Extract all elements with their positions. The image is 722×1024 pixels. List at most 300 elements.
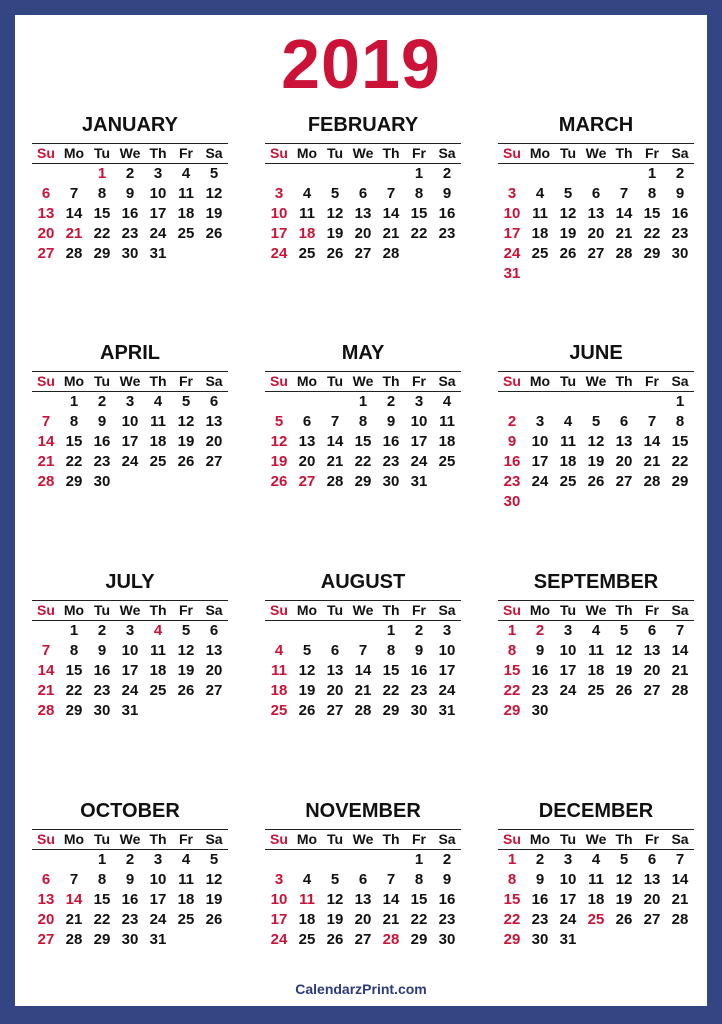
day-cell: 14 bbox=[354, 662, 372, 679]
week-row bbox=[498, 641, 694, 661]
day-cell: 12 bbox=[205, 871, 223, 888]
day-cell: 31 bbox=[410, 473, 428, 490]
week-row bbox=[32, 890, 228, 910]
day-cell: 15 bbox=[410, 205, 428, 222]
day-cell: 8 bbox=[97, 871, 107, 888]
day-cell: 10 bbox=[270, 891, 288, 908]
empty-cell bbox=[582, 264, 610, 284]
day-cell: 28 bbox=[326, 473, 344, 490]
week-row bbox=[32, 621, 228, 641]
weekday-header bbox=[265, 144, 461, 164]
day-cell: 13 bbox=[643, 642, 661, 659]
weekday-label: Th bbox=[149, 831, 167, 847]
month-february bbox=[265, 112, 461, 264]
empty-cell bbox=[321, 621, 349, 641]
empty-cell bbox=[293, 164, 321, 184]
weekday-label: We bbox=[119, 145, 141, 161]
weekday-label: Sa bbox=[205, 145, 223, 161]
empty-cell bbox=[32, 392, 60, 412]
weekday-label: Su bbox=[270, 373, 288, 389]
day-cell: 9 bbox=[535, 871, 545, 888]
weekday-label: Th bbox=[149, 602, 167, 618]
day-cell: 5 bbox=[619, 851, 629, 868]
day-cell: 13 bbox=[205, 413, 223, 430]
day-cell: 6 bbox=[330, 642, 340, 659]
month-june bbox=[498, 340, 694, 512]
weekday-label: Mo bbox=[296, 602, 318, 618]
weekday-label: Tu bbox=[559, 602, 577, 618]
day-cell: 12 bbox=[615, 871, 633, 888]
day-cell: 19 bbox=[587, 453, 605, 470]
week-row bbox=[32, 910, 228, 930]
weekday-label: Mo bbox=[296, 373, 318, 389]
empty-cell bbox=[526, 264, 554, 284]
day-cell: 1 bbox=[507, 851, 517, 868]
weekday-label: Su bbox=[503, 831, 521, 847]
day-cell: 13 bbox=[37, 205, 55, 222]
day-cell: 30 bbox=[410, 702, 428, 719]
day-cell: 12 bbox=[559, 205, 577, 222]
weekday-label: Tu bbox=[93, 831, 111, 847]
day-cell: 22 bbox=[65, 682, 83, 699]
day-cell: 2 bbox=[675, 165, 685, 182]
weekday-label: Th bbox=[615, 145, 633, 161]
day-cell: 23 bbox=[382, 453, 400, 470]
day-cell: 27 bbox=[205, 453, 223, 470]
day-cell: 3 bbox=[153, 165, 163, 182]
week-row bbox=[498, 681, 694, 701]
week-row bbox=[265, 452, 461, 472]
weekday-label: Tu bbox=[326, 831, 344, 847]
day-cell: 10 bbox=[149, 185, 167, 202]
empty-cell bbox=[172, 472, 200, 492]
day-cell: 29 bbox=[93, 931, 111, 948]
day-cell: 26 bbox=[205, 911, 223, 928]
weekday-label: Su bbox=[503, 373, 521, 389]
day-cell: 17 bbox=[121, 433, 139, 450]
day-cell: 17 bbox=[531, 453, 549, 470]
week-row bbox=[32, 850, 228, 870]
day-cell: 18 bbox=[149, 662, 167, 679]
day-cell: 20 bbox=[643, 891, 661, 908]
weekday-label: Fr bbox=[179, 831, 193, 847]
empty-cell bbox=[172, 701, 200, 721]
day-cell: 14 bbox=[671, 642, 689, 659]
weekday-label: We bbox=[352, 373, 374, 389]
week-row bbox=[498, 930, 694, 950]
day-cell: 3 bbox=[563, 622, 573, 639]
day-cell: 9 bbox=[507, 433, 517, 450]
week-row bbox=[32, 244, 228, 264]
month-march bbox=[498, 112, 694, 284]
day-cell: 25 bbox=[298, 245, 316, 262]
week-row bbox=[498, 890, 694, 910]
month-name: OCTOBER bbox=[80, 800, 180, 822]
weekday-label: Sa bbox=[438, 145, 456, 161]
weekday-label: Sa bbox=[671, 145, 689, 161]
month-name: DECEMBER bbox=[538, 800, 654, 822]
week-row bbox=[498, 452, 694, 472]
week-row bbox=[32, 224, 228, 244]
day-cell: 22 bbox=[503, 682, 521, 699]
day-cell: 30 bbox=[93, 473, 111, 490]
day-cell: 9 bbox=[386, 413, 396, 430]
month-name: APRIL bbox=[100, 342, 160, 364]
day-cell: 18 bbox=[298, 911, 316, 928]
day-cell: 15 bbox=[503, 662, 521, 679]
weekday-label: We bbox=[585, 602, 607, 618]
day-cell: 17 bbox=[559, 891, 577, 908]
weekday-label: Sa bbox=[205, 373, 223, 389]
day-cell: 18 bbox=[438, 433, 456, 450]
day-cell: 24 bbox=[438, 682, 456, 699]
weekday-header bbox=[265, 830, 461, 850]
week-row bbox=[498, 264, 694, 284]
weekday-label: Tu bbox=[559, 831, 577, 847]
day-cell: 30 bbox=[121, 245, 139, 262]
empty-cell bbox=[582, 701, 610, 721]
empty-cell bbox=[610, 392, 638, 412]
day-cell: 24 bbox=[559, 682, 577, 699]
week-row bbox=[498, 224, 694, 244]
week-row bbox=[265, 432, 461, 452]
weekday-label: Tu bbox=[326, 145, 344, 161]
day-cell: 29 bbox=[503, 702, 521, 719]
weekday-label: Sa bbox=[671, 831, 689, 847]
day-cell: 16 bbox=[503, 453, 521, 470]
day-cell: 7 bbox=[69, 871, 79, 888]
weekday-label: Mo bbox=[529, 831, 551, 847]
day-cell: 24 bbox=[149, 911, 167, 928]
day-cell: 26 bbox=[326, 245, 344, 262]
week-row bbox=[32, 164, 228, 184]
day-cell: 19 bbox=[615, 891, 633, 908]
day-cell: 18 bbox=[587, 891, 605, 908]
day-cell: 12 bbox=[326, 205, 344, 222]
day-cell: 24 bbox=[503, 245, 521, 262]
day-cell: 26 bbox=[270, 473, 288, 490]
day-cell: 22 bbox=[93, 225, 111, 242]
empty-cell bbox=[200, 701, 228, 721]
weekday-label: Fr bbox=[412, 145, 426, 161]
day-cell: 7 bbox=[386, 871, 396, 888]
month-august bbox=[265, 569, 461, 721]
weekday-label: We bbox=[585, 831, 607, 847]
day-cell: 4 bbox=[591, 851, 601, 868]
day-cell: 20 bbox=[643, 662, 661, 679]
day-cell: 17 bbox=[149, 891, 167, 908]
empty-cell bbox=[293, 850, 321, 870]
day-cell: 28 bbox=[671, 911, 689, 928]
day-cell: 29 bbox=[643, 245, 661, 262]
empty-cell bbox=[554, 264, 582, 284]
day-cell: 3 bbox=[507, 185, 517, 202]
day-cell: 23 bbox=[93, 453, 111, 470]
weekday-label: Th bbox=[382, 145, 400, 161]
weekday-label: We bbox=[585, 145, 607, 161]
day-cell: 17 bbox=[270, 225, 288, 242]
empty-cell bbox=[638, 701, 666, 721]
day-cell: 8 bbox=[507, 871, 517, 888]
day-cell: 13 bbox=[354, 891, 372, 908]
day-cell: 7 bbox=[330, 413, 340, 430]
day-cell: 20 bbox=[205, 662, 223, 679]
day-cell: 11 bbox=[178, 871, 194, 888]
empty-cell bbox=[293, 621, 321, 641]
week-row bbox=[498, 701, 694, 721]
day-cell: 3 bbox=[274, 185, 284, 202]
weekday-label: Tu bbox=[559, 373, 577, 389]
day-cell: 7 bbox=[41, 413, 51, 430]
month-name: JANUARY bbox=[82, 114, 178, 136]
day-cell: 1 bbox=[97, 165, 107, 182]
day-cell: 14 bbox=[382, 205, 400, 222]
day-cell: 21 bbox=[382, 911, 400, 928]
day-cell: 10 bbox=[438, 642, 456, 659]
empty-cell bbox=[638, 264, 666, 284]
day-cell: 1 bbox=[507, 622, 517, 639]
day-cell: 22 bbox=[93, 911, 111, 928]
day-cell: 14 bbox=[37, 433, 55, 450]
empty-cell bbox=[32, 850, 60, 870]
day-cell: 22 bbox=[503, 911, 521, 928]
empty-cell bbox=[582, 164, 610, 184]
day-cell: 3 bbox=[125, 393, 135, 410]
day-cell: 30 bbox=[503, 493, 521, 510]
empty-cell bbox=[554, 164, 582, 184]
weekday-label: Th bbox=[382, 373, 400, 389]
empty-cell bbox=[321, 850, 349, 870]
weekday-label: Mo bbox=[296, 831, 318, 847]
day-cell: 15 bbox=[93, 891, 111, 908]
week-row bbox=[498, 204, 694, 224]
day-cell: 25 bbox=[149, 453, 167, 470]
empty-cell bbox=[377, 164, 405, 184]
day-cell: 1 bbox=[386, 622, 396, 639]
day-cell: 18 bbox=[270, 682, 288, 699]
day-cell: 5 bbox=[302, 642, 312, 659]
day-cell: 20 bbox=[615, 453, 633, 470]
weekday-label: Su bbox=[270, 145, 288, 161]
day-cell: 10 bbox=[559, 642, 577, 659]
day-cell: 26 bbox=[559, 245, 577, 262]
weekday-label: Th bbox=[615, 373, 633, 389]
day-cell: 26 bbox=[615, 682, 633, 699]
day-cell: 1 bbox=[414, 165, 424, 182]
day-cell: 15 bbox=[65, 433, 83, 450]
day-cell: 31 bbox=[559, 931, 577, 948]
day-cell: 18 bbox=[587, 662, 605, 679]
day-cell: 5 bbox=[181, 622, 191, 639]
day-cell: 26 bbox=[177, 453, 195, 470]
site-footer[interactable]: CalendarzPrint.com bbox=[295, 981, 427, 997]
week-row bbox=[265, 890, 461, 910]
weekday-label: We bbox=[119, 373, 141, 389]
day-cell: 22 bbox=[643, 225, 661, 242]
week-row bbox=[265, 164, 461, 184]
day-cell: 25 bbox=[177, 911, 195, 928]
week-row bbox=[32, 412, 228, 432]
day-cell: 5 bbox=[619, 622, 629, 639]
day-cell: 11 bbox=[271, 662, 287, 679]
day-cell: 21 bbox=[671, 891, 689, 908]
day-cell: 5 bbox=[330, 185, 340, 202]
weekday-label: Sa bbox=[671, 373, 689, 389]
weekday-label: Fr bbox=[412, 373, 426, 389]
day-cell: 5 bbox=[274, 413, 284, 430]
empty-cell bbox=[610, 492, 638, 512]
weekday-label: Th bbox=[615, 602, 633, 618]
empty-cell bbox=[526, 164, 554, 184]
weekday-header bbox=[265, 601, 461, 621]
day-cell: 2 bbox=[535, 851, 545, 868]
day-cell: 6 bbox=[41, 871, 51, 888]
day-cell: 25 bbox=[270, 702, 288, 719]
day-cell: 24 bbox=[410, 453, 428, 470]
calendar-page bbox=[15, 15, 707, 1006]
weekday-label: Sa bbox=[205, 602, 223, 618]
day-cell: 1 bbox=[647, 165, 657, 182]
day-cell: 26 bbox=[615, 911, 633, 928]
weekday-label: Fr bbox=[645, 373, 659, 389]
empty-cell bbox=[377, 850, 405, 870]
weekday-label: Su bbox=[270, 602, 288, 618]
day-cell: 10 bbox=[559, 871, 577, 888]
weekday-label: We bbox=[352, 831, 374, 847]
day-cell: 11 bbox=[532, 205, 548, 222]
day-cell: 15 bbox=[643, 205, 661, 222]
weekday-header bbox=[32, 144, 228, 164]
weekday-label: Mo bbox=[529, 145, 551, 161]
day-cell: 6 bbox=[358, 871, 368, 888]
day-cell: 6 bbox=[619, 413, 629, 430]
empty-cell bbox=[321, 164, 349, 184]
week-row bbox=[498, 910, 694, 930]
day-cell: 26 bbox=[298, 702, 316, 719]
weekday-label: We bbox=[119, 602, 141, 618]
day-cell: 26 bbox=[205, 225, 223, 242]
week-row bbox=[498, 244, 694, 264]
day-cell: 14 bbox=[326, 433, 344, 450]
day-cell: 11 bbox=[299, 891, 315, 908]
weekday-label: Fr bbox=[412, 831, 426, 847]
weekday-label: Fr bbox=[179, 373, 193, 389]
day-cell: 27 bbox=[615, 473, 633, 490]
day-cell: 29 bbox=[410, 931, 428, 948]
day-cell: 17 bbox=[438, 662, 456, 679]
day-cell: 5 bbox=[330, 871, 340, 888]
weekday-label: Fr bbox=[179, 602, 193, 618]
day-cell: 27 bbox=[326, 702, 344, 719]
day-cell: 25 bbox=[587, 911, 605, 928]
weekday-label: Fr bbox=[645, 145, 659, 161]
day-cell: 16 bbox=[531, 891, 549, 908]
day-cell: 18 bbox=[559, 453, 577, 470]
day-cell: 2 bbox=[414, 622, 424, 639]
day-cell: 25 bbox=[587, 682, 605, 699]
month-name: SEPTEMBER bbox=[533, 571, 659, 593]
day-cell: 9 bbox=[442, 185, 452, 202]
day-cell: 18 bbox=[177, 891, 195, 908]
empty-cell bbox=[498, 392, 526, 412]
week-row bbox=[498, 621, 694, 641]
empty-cell bbox=[200, 930, 228, 950]
weekday-label: Th bbox=[382, 602, 400, 618]
day-cell: 24 bbox=[121, 453, 139, 470]
empty-cell bbox=[610, 930, 638, 950]
week-row bbox=[265, 621, 461, 641]
day-cell: 22 bbox=[671, 453, 689, 470]
day-cell: 29 bbox=[65, 702, 83, 719]
weekday-label: Su bbox=[37, 145, 55, 161]
weekday-label: Sa bbox=[438, 373, 456, 389]
day-cell: 13 bbox=[298, 433, 316, 450]
day-cell: 23 bbox=[121, 911, 139, 928]
day-cell: 20 bbox=[587, 225, 605, 242]
day-cell: 29 bbox=[671, 473, 689, 490]
day-cell: 21 bbox=[65, 225, 83, 242]
day-cell: 10 bbox=[531, 433, 549, 450]
month-october bbox=[32, 798, 228, 950]
weekday-label: Su bbox=[503, 602, 521, 618]
day-cell: 20 bbox=[354, 911, 372, 928]
day-cell: 1 bbox=[69, 622, 79, 639]
day-cell: 24 bbox=[270, 931, 288, 948]
day-cell: 15 bbox=[382, 662, 400, 679]
week-row bbox=[498, 472, 694, 492]
day-cell: 1 bbox=[414, 851, 424, 868]
day-cell: 13 bbox=[615, 433, 633, 450]
week-row bbox=[265, 412, 461, 432]
day-cell: 27 bbox=[298, 473, 316, 490]
weekday-label: Mo bbox=[63, 602, 85, 618]
empty-cell bbox=[666, 492, 694, 512]
empty-cell bbox=[610, 701, 638, 721]
day-cell: 27 bbox=[37, 931, 55, 948]
day-cell: 3 bbox=[125, 622, 135, 639]
day-cell: 27 bbox=[354, 931, 372, 948]
day-cell: 28 bbox=[382, 931, 400, 948]
day-cell: 15 bbox=[503, 891, 521, 908]
day-cell: 31 bbox=[503, 265, 521, 282]
day-cell: 11 bbox=[560, 433, 576, 450]
weekday-header bbox=[498, 830, 694, 850]
day-cell: 18 bbox=[149, 433, 167, 450]
day-cell: 8 bbox=[414, 871, 424, 888]
day-cell: 2 bbox=[386, 393, 396, 410]
day-cell: 17 bbox=[559, 662, 577, 679]
empty-cell bbox=[526, 392, 554, 412]
day-cell: 5 bbox=[181, 393, 191, 410]
weekday-label: Mo bbox=[529, 602, 551, 618]
empty-cell bbox=[172, 244, 200, 264]
empty-cell bbox=[349, 850, 377, 870]
day-cell: 27 bbox=[37, 245, 55, 262]
empty-cell bbox=[610, 264, 638, 284]
weekday-header bbox=[32, 830, 228, 850]
day-cell: 8 bbox=[675, 413, 685, 430]
empty-cell bbox=[433, 244, 461, 264]
day-cell: 6 bbox=[209, 622, 219, 639]
month-july bbox=[32, 569, 228, 721]
empty-cell bbox=[265, 392, 293, 412]
day-cell: 18 bbox=[177, 205, 195, 222]
weekday-label: Mo bbox=[63, 145, 85, 161]
day-cell: 28 bbox=[354, 702, 372, 719]
day-cell: 28 bbox=[65, 931, 83, 948]
week-row bbox=[32, 184, 228, 204]
month-april bbox=[32, 340, 228, 492]
